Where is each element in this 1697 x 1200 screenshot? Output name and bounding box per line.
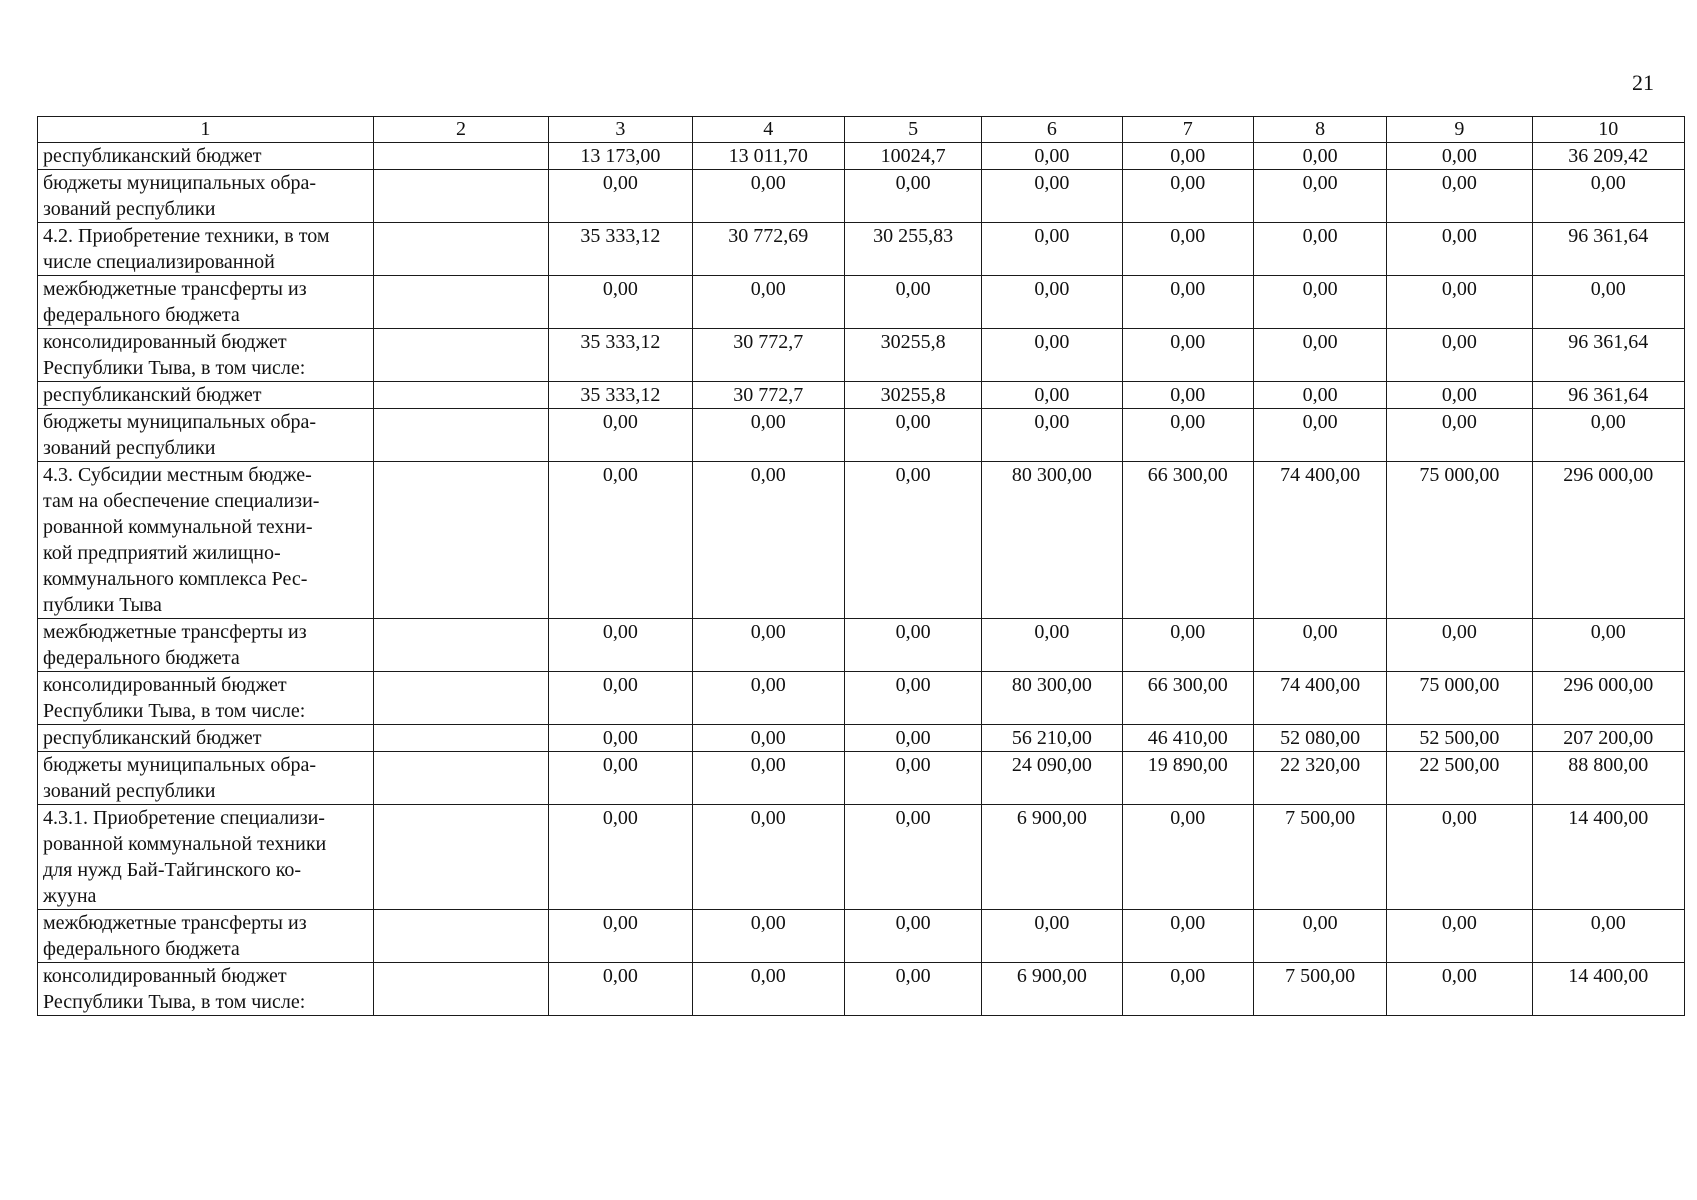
column-number-header: 8 (1253, 117, 1386, 143)
column-number-header: 9 (1387, 117, 1532, 143)
table-row (38, 409, 1685, 462)
value-cell: 66 300,00 (1122, 462, 1253, 619)
value-cell: 36 209,42 (1532, 143, 1684, 170)
value-cell: 0,00 (1387, 170, 1532, 223)
table-row (38, 170, 1685, 223)
row-description (38, 752, 374, 805)
value-cell: 0,00 (549, 276, 692, 329)
value-cell: 0,00 (1532, 276, 1684, 329)
description-line: кой предприятий жилищно- (43, 542, 281, 564)
value-cell: 296 000,00 (1532, 672, 1684, 725)
page-number: 21 (1632, 70, 1654, 95)
value-cell: 0,00 (1122, 276, 1253, 329)
description-line: консолидированный бюджет (43, 331, 287, 353)
row-description (38, 462, 374, 619)
description-line: для нужд Бай-Тайгинского ко- (43, 859, 302, 881)
value-cell: 0,00 (1532, 910, 1684, 963)
column-2-cell (373, 409, 548, 462)
value-cell: 0,00 (549, 910, 692, 963)
description-line: Республики Тыва, в том числе: (43, 700, 306, 722)
column-2-cell (373, 910, 548, 963)
value-cell: 0,00 (692, 619, 844, 672)
description-line: федерального бюджета (43, 304, 240, 326)
value-cell: 66 300,00 (1122, 672, 1253, 725)
value-cell: 0,00 (1387, 963, 1532, 1016)
table-row (38, 276, 1685, 329)
value-cell: 30 772,7 (692, 382, 844, 409)
column-2-cell (373, 382, 548, 409)
value-cell: 0,00 (982, 170, 1122, 223)
table-row (38, 752, 1685, 805)
value-cell: 30255,8 (844, 329, 981, 382)
value-cell: 10024,7 (844, 143, 981, 170)
value-cell: 0,00 (982, 223, 1122, 276)
value-cell: 0,00 (1122, 963, 1253, 1016)
column-2-cell (373, 963, 548, 1016)
value-cell: 6 900,00 (982, 805, 1122, 910)
table-row (38, 963, 1685, 1016)
value-cell: 0,00 (1122, 619, 1253, 672)
value-cell: 0,00 (1122, 170, 1253, 223)
value-cell: 0,00 (982, 382, 1122, 409)
value-cell: 0,00 (549, 409, 692, 462)
description-line: Республики Тыва, в том числе: (43, 357, 306, 379)
column-number-header: 5 (844, 117, 981, 143)
value-cell: 30 772,69 (692, 223, 844, 276)
column-2-cell (373, 223, 548, 276)
value-cell: 0,00 (1253, 329, 1386, 382)
description-line: республиканский бюджет (43, 145, 262, 167)
description-line: Республики Тыва, в том числе: (43, 991, 306, 1013)
description-line: межбюджетные трансферты из (43, 278, 307, 300)
column-number-header: 4 (692, 117, 844, 143)
value-cell: 296 000,00 (1532, 462, 1684, 619)
value-cell: 0,00 (1122, 143, 1253, 170)
description-line: коммунального комплекса Рес- (43, 568, 308, 590)
value-cell: 96 361,64 (1532, 382, 1684, 409)
value-cell: 0,00 (1253, 170, 1386, 223)
value-cell: 22 320,00 (1253, 752, 1386, 805)
value-cell: 0,00 (1253, 910, 1386, 963)
value-cell: 0,00 (692, 725, 844, 752)
column-number-header: 6 (982, 117, 1122, 143)
value-cell: 0,00 (1122, 329, 1253, 382)
column-number-header: 3 (549, 117, 692, 143)
column-2-cell (373, 329, 548, 382)
value-cell: 0,00 (692, 910, 844, 963)
value-cell: 13 011,70 (692, 143, 844, 170)
header-row (38, 117, 1685, 143)
value-cell: 0,00 (549, 170, 692, 223)
value-cell: 0,00 (982, 143, 1122, 170)
value-cell: 0,00 (549, 752, 692, 805)
value-cell: 0,00 (1532, 409, 1684, 462)
value-cell: 207 200,00 (1532, 725, 1684, 752)
value-cell: 0,00 (1387, 910, 1532, 963)
description-line: бюджеты муниципальных обра- (43, 172, 317, 194)
description-line: консолидированный бюджет (43, 674, 287, 696)
column-number-header: 2 (373, 117, 548, 143)
value-cell: 19 890,00 (1122, 752, 1253, 805)
value-cell: 0,00 (692, 409, 844, 462)
value-cell: 46 410,00 (1122, 725, 1253, 752)
row-description (38, 910, 374, 963)
value-cell: 0,00 (1253, 143, 1386, 170)
description-line: числе специализированной (43, 251, 275, 273)
value-cell: 56 210,00 (982, 725, 1122, 752)
description-line: 4.3. Субсидии местным бюдже- (43, 464, 312, 486)
value-cell: 0,00 (692, 963, 844, 1016)
value-cell: 0,00 (1387, 382, 1532, 409)
value-cell: 0,00 (1122, 223, 1253, 276)
table-row (38, 329, 1685, 382)
value-cell: 0,00 (1387, 805, 1532, 910)
value-cell: 0,00 (1122, 409, 1253, 462)
value-cell: 13 173,00 (549, 143, 692, 170)
value-cell: 0,00 (844, 619, 981, 672)
value-cell: 0,00 (982, 619, 1122, 672)
value-cell: 0,00 (844, 963, 981, 1016)
row-description (38, 382, 374, 409)
table-row (38, 223, 1685, 276)
value-cell: 80 300,00 (982, 672, 1122, 725)
description-line: бюджеты муниципальных обра- (43, 411, 317, 433)
value-cell: 0,00 (1387, 276, 1532, 329)
value-cell: 0,00 (844, 725, 981, 752)
row-description (38, 276, 374, 329)
value-cell: 0,00 (549, 462, 692, 619)
value-cell: 0,00 (1532, 170, 1684, 223)
row-description (38, 672, 374, 725)
value-cell: 0,00 (1387, 619, 1532, 672)
column-2-cell (373, 672, 548, 725)
description-line: 4.3.1. Приобретение специализи- (43, 807, 325, 829)
value-cell: 35 333,12 (549, 223, 692, 276)
value-cell: 0,00 (844, 170, 981, 223)
description-line: 4.2. Приобретение техники, в том (43, 225, 330, 247)
table-row (38, 672, 1685, 725)
value-cell: 0,00 (692, 276, 844, 329)
value-cell: 0,00 (982, 409, 1122, 462)
value-cell: 14 400,00 (1532, 963, 1684, 1016)
description-line: республиканский бюджет (43, 384, 262, 406)
value-cell: 0,00 (1387, 329, 1532, 382)
description-line: федерального бюджета (43, 647, 240, 669)
row-description (38, 725, 374, 752)
description-line: там на обеспечение специализи- (43, 490, 320, 512)
row-description (38, 143, 374, 170)
table-row (38, 143, 1685, 170)
value-cell: 30 255,83 (844, 223, 981, 276)
value-cell: 0,00 (844, 805, 981, 910)
value-cell: 75 000,00 (1387, 462, 1532, 619)
value-cell: 0,00 (844, 276, 981, 329)
value-cell: 35 333,12 (549, 329, 692, 382)
value-cell: 96 361,64 (1532, 223, 1684, 276)
table-row (38, 805, 1685, 910)
value-cell: 80 300,00 (982, 462, 1122, 619)
table-row (38, 382, 1685, 409)
value-cell: 0,00 (1253, 409, 1386, 462)
value-cell: 52 080,00 (1253, 725, 1386, 752)
value-cell: 0,00 (549, 619, 692, 672)
column-2-cell (373, 805, 548, 910)
value-cell: 14 400,00 (1532, 805, 1684, 910)
value-cell: 0,00 (692, 752, 844, 805)
value-cell: 0,00 (844, 752, 981, 805)
value-cell: 0,00 (1387, 409, 1532, 462)
value-cell: 0,00 (1253, 276, 1386, 329)
table-row (38, 619, 1685, 672)
value-cell: 0,00 (844, 910, 981, 963)
value-cell: 0,00 (982, 276, 1122, 329)
column-2-cell (373, 170, 548, 223)
value-cell: 35 333,12 (549, 382, 692, 409)
value-cell: 7 500,00 (1253, 805, 1386, 910)
column-number-header: 1 (38, 117, 374, 143)
value-cell: 0,00 (1387, 143, 1532, 170)
value-cell: 0,00 (844, 409, 981, 462)
column-2-cell (373, 276, 548, 329)
value-cell: 0,00 (549, 672, 692, 725)
description-line: межбюджетные трансферты из (43, 912, 307, 934)
value-cell: 0,00 (982, 910, 1122, 963)
value-cell: 0,00 (844, 462, 981, 619)
column-2-cell (373, 143, 548, 170)
description-line: жууна (43, 885, 97, 907)
value-cell: 24 090,00 (982, 752, 1122, 805)
value-cell: 0,00 (692, 170, 844, 223)
value-cell: 88 800,00 (1532, 752, 1684, 805)
value-cell: 0,00 (1122, 805, 1253, 910)
description-line: публики Тыва (43, 594, 162, 616)
description-line: рованной коммунальной техни- (43, 516, 313, 538)
description-line: консолидированный бюджет (43, 965, 287, 987)
value-cell: 0,00 (549, 805, 692, 910)
value-cell: 0,00 (692, 805, 844, 910)
value-cell: 96 361,64 (1532, 329, 1684, 382)
description-line: бюджеты муниципальных обра- (43, 754, 317, 776)
value-cell: 22 500,00 (1387, 752, 1532, 805)
budget-table (37, 116, 1685, 1016)
value-cell: 0,00 (692, 462, 844, 619)
value-cell: 0,00 (692, 672, 844, 725)
description-line: зований республики (43, 437, 216, 459)
value-cell: 0,00 (1387, 223, 1532, 276)
value-cell: 74 400,00 (1253, 462, 1386, 619)
value-cell: 0,00 (549, 725, 692, 752)
description-line: зований республики (43, 198, 216, 220)
description-line: межбюджетные трансферты из (43, 621, 307, 643)
column-number-header: 7 (1122, 117, 1253, 143)
table-row (38, 462, 1685, 619)
table-row (38, 725, 1685, 752)
value-cell: 30255,8 (844, 382, 981, 409)
value-cell: 6 900,00 (982, 963, 1122, 1016)
description-line: рованной коммунальной техники (43, 833, 327, 855)
row-description (38, 409, 374, 462)
value-cell: 75 000,00 (1387, 672, 1532, 725)
value-cell: 0,00 (1122, 382, 1253, 409)
value-cell: 0,00 (1122, 910, 1253, 963)
column-2-cell (373, 462, 548, 619)
value-cell: 0,00 (982, 329, 1122, 382)
description-line: зований республики (43, 780, 216, 802)
table-row (38, 910, 1685, 963)
value-cell: 0,00 (1532, 619, 1684, 672)
value-cell: 0,00 (844, 672, 981, 725)
column-2-cell (373, 619, 548, 672)
value-cell: 52 500,00 (1387, 725, 1532, 752)
description-line: республиканский бюджет (43, 727, 262, 749)
column-number-header: 10 (1532, 117, 1684, 143)
value-cell: 30 772,7 (692, 329, 844, 382)
row-description (38, 223, 374, 276)
value-cell: 0,00 (1253, 382, 1386, 409)
value-cell: 0,00 (1253, 223, 1386, 276)
row-description (38, 170, 374, 223)
value-cell: 0,00 (1253, 619, 1386, 672)
value-cell: 0,00 (549, 963, 692, 1016)
description-line: федерального бюджета (43, 938, 240, 960)
row-description (38, 619, 374, 672)
row-description (38, 329, 374, 382)
value-cell: 74 400,00 (1253, 672, 1386, 725)
value-cell: 7 500,00 (1253, 963, 1386, 1016)
row-description (38, 805, 374, 910)
column-2-cell (373, 752, 548, 805)
column-2-cell (373, 725, 548, 752)
row-description (38, 963, 374, 1016)
